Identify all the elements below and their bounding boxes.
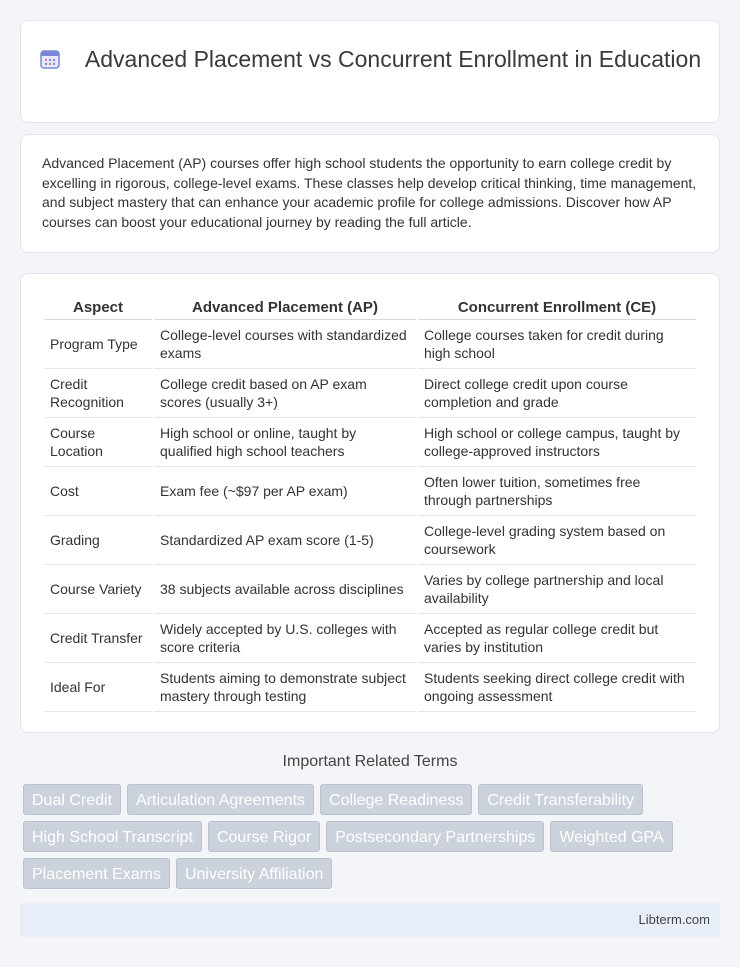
aspect-cell: Cost <box>44 467 152 516</box>
ap-cell: 38 subjects available across disciplines <box>154 565 416 614</box>
related-term-tag[interactable]: Credit Transferability <box>478 784 643 815</box>
table-row <box>44 614 696 663</box>
related-term-tag[interactable]: High School Transcript <box>23 821 202 852</box>
ap-cell: Exam fee (~$97 per AP exam) <box>154 467 416 516</box>
related-term-tag[interactable]: Dual Credit <box>23 784 121 815</box>
ce-cell: High school or college campus, taught by college-approved instructors <box>418 418 696 467</box>
related-term-tag[interactable]: University Affiliation <box>176 858 332 889</box>
table-row <box>44 418 696 467</box>
ap-cell: Widely accepted by U.S. colleges with score criteria <box>154 614 416 663</box>
page-title <box>21 45 719 74</box>
ap-cell: Standardized AP exam score (1-5) <box>154 516 416 565</box>
calendar-icon <box>39 48 61 70</box>
aspect-cell: Course Location <box>44 418 152 467</box>
related-term-tag[interactable]: Articulation Agreements <box>127 784 314 815</box>
aspect-cell: Grading <box>44 516 152 565</box>
ap-cell: Students aiming to demonstrate subject mastery through testing <box>154 663 416 712</box>
ce-cell: Students seeking direct college credit with ongoing assessment <box>418 663 696 712</box>
table-row <box>44 467 696 516</box>
comparison-table <box>42 296 698 712</box>
table-row <box>44 516 696 565</box>
related-terms-heading: Important Related Terms <box>282 753 458 770</box>
table-header-row <box>44 296 696 320</box>
related-term-tag[interactable]: Course Rigor <box>208 821 320 852</box>
column-header-aspect: Aspect <box>44 296 152 320</box>
table-row <box>44 663 696 712</box>
ce-cell: Direct college credit upon course completion and grade <box>418 369 696 418</box>
ap-cell: College-level courses with standardized exams <box>154 320 416 369</box>
column-header-ap: Advanced Placement (AP) <box>154 296 416 320</box>
related-term-tag[interactable]: Postsecondary Partnerships <box>326 821 544 852</box>
page-title-text: Advanced Placement vs Concurrent Enrollment in Education <box>84 46 702 72</box>
table-row <box>44 320 696 369</box>
table-row <box>44 565 696 614</box>
aspect-cell: Course Variety <box>44 565 152 614</box>
ce-cell: Accepted as regular college credit but varies by institution <box>418 614 696 663</box>
related-term-tag[interactable]: Weighted GPA <box>550 821 672 852</box>
ce-cell: College courses taken for credit during high school <box>418 320 696 369</box>
ap-cell: College credit based on AP exam scores (usually 3+) <box>154 369 416 418</box>
footer-brand-link[interactable]: Libterm.com <box>638 912 710 927</box>
ce-cell: Varies by college partnership and local availability <box>418 565 696 614</box>
ce-cell: Often lower tuition, sometimes free through partnerships <box>418 467 696 516</box>
table-row <box>44 369 696 418</box>
aspect-cell: Credit Recognition <box>44 369 152 418</box>
aspect-cell: Program Type <box>44 320 152 369</box>
intro-card <box>20 134 720 253</box>
related-term-tag[interactable]: College Readiness <box>320 784 472 815</box>
comparison-table-card <box>20 273 720 733</box>
aspect-cell: Credit Transfer <box>44 614 152 663</box>
column-header-ce: Concurrent Enrollment (CE) <box>418 296 696 320</box>
footer <box>20 903 720 937</box>
ce-cell: College-level grading system based on coursework <box>418 516 696 565</box>
related-term-tag[interactable]: Placement Exams <box>23 858 170 889</box>
intro-paragraph: Advanced Placement (AP) courses offer high school students the opportunity to earn college credit by excelling in rigorous, college-level exams. These classes help develop critical thinking, time management, and subject mastery that can enhance your academic profile for college admissions. Discover how AP courses can boost your educational journey by reading the full article. <box>42 155 697 230</box>
ap-cell: High school or online, taught by qualified high school teachers <box>154 418 416 467</box>
title-card <box>20 20 720 123</box>
aspect-cell: Ideal For <box>44 663 152 712</box>
related-terms-list <box>23 784 703 895</box>
